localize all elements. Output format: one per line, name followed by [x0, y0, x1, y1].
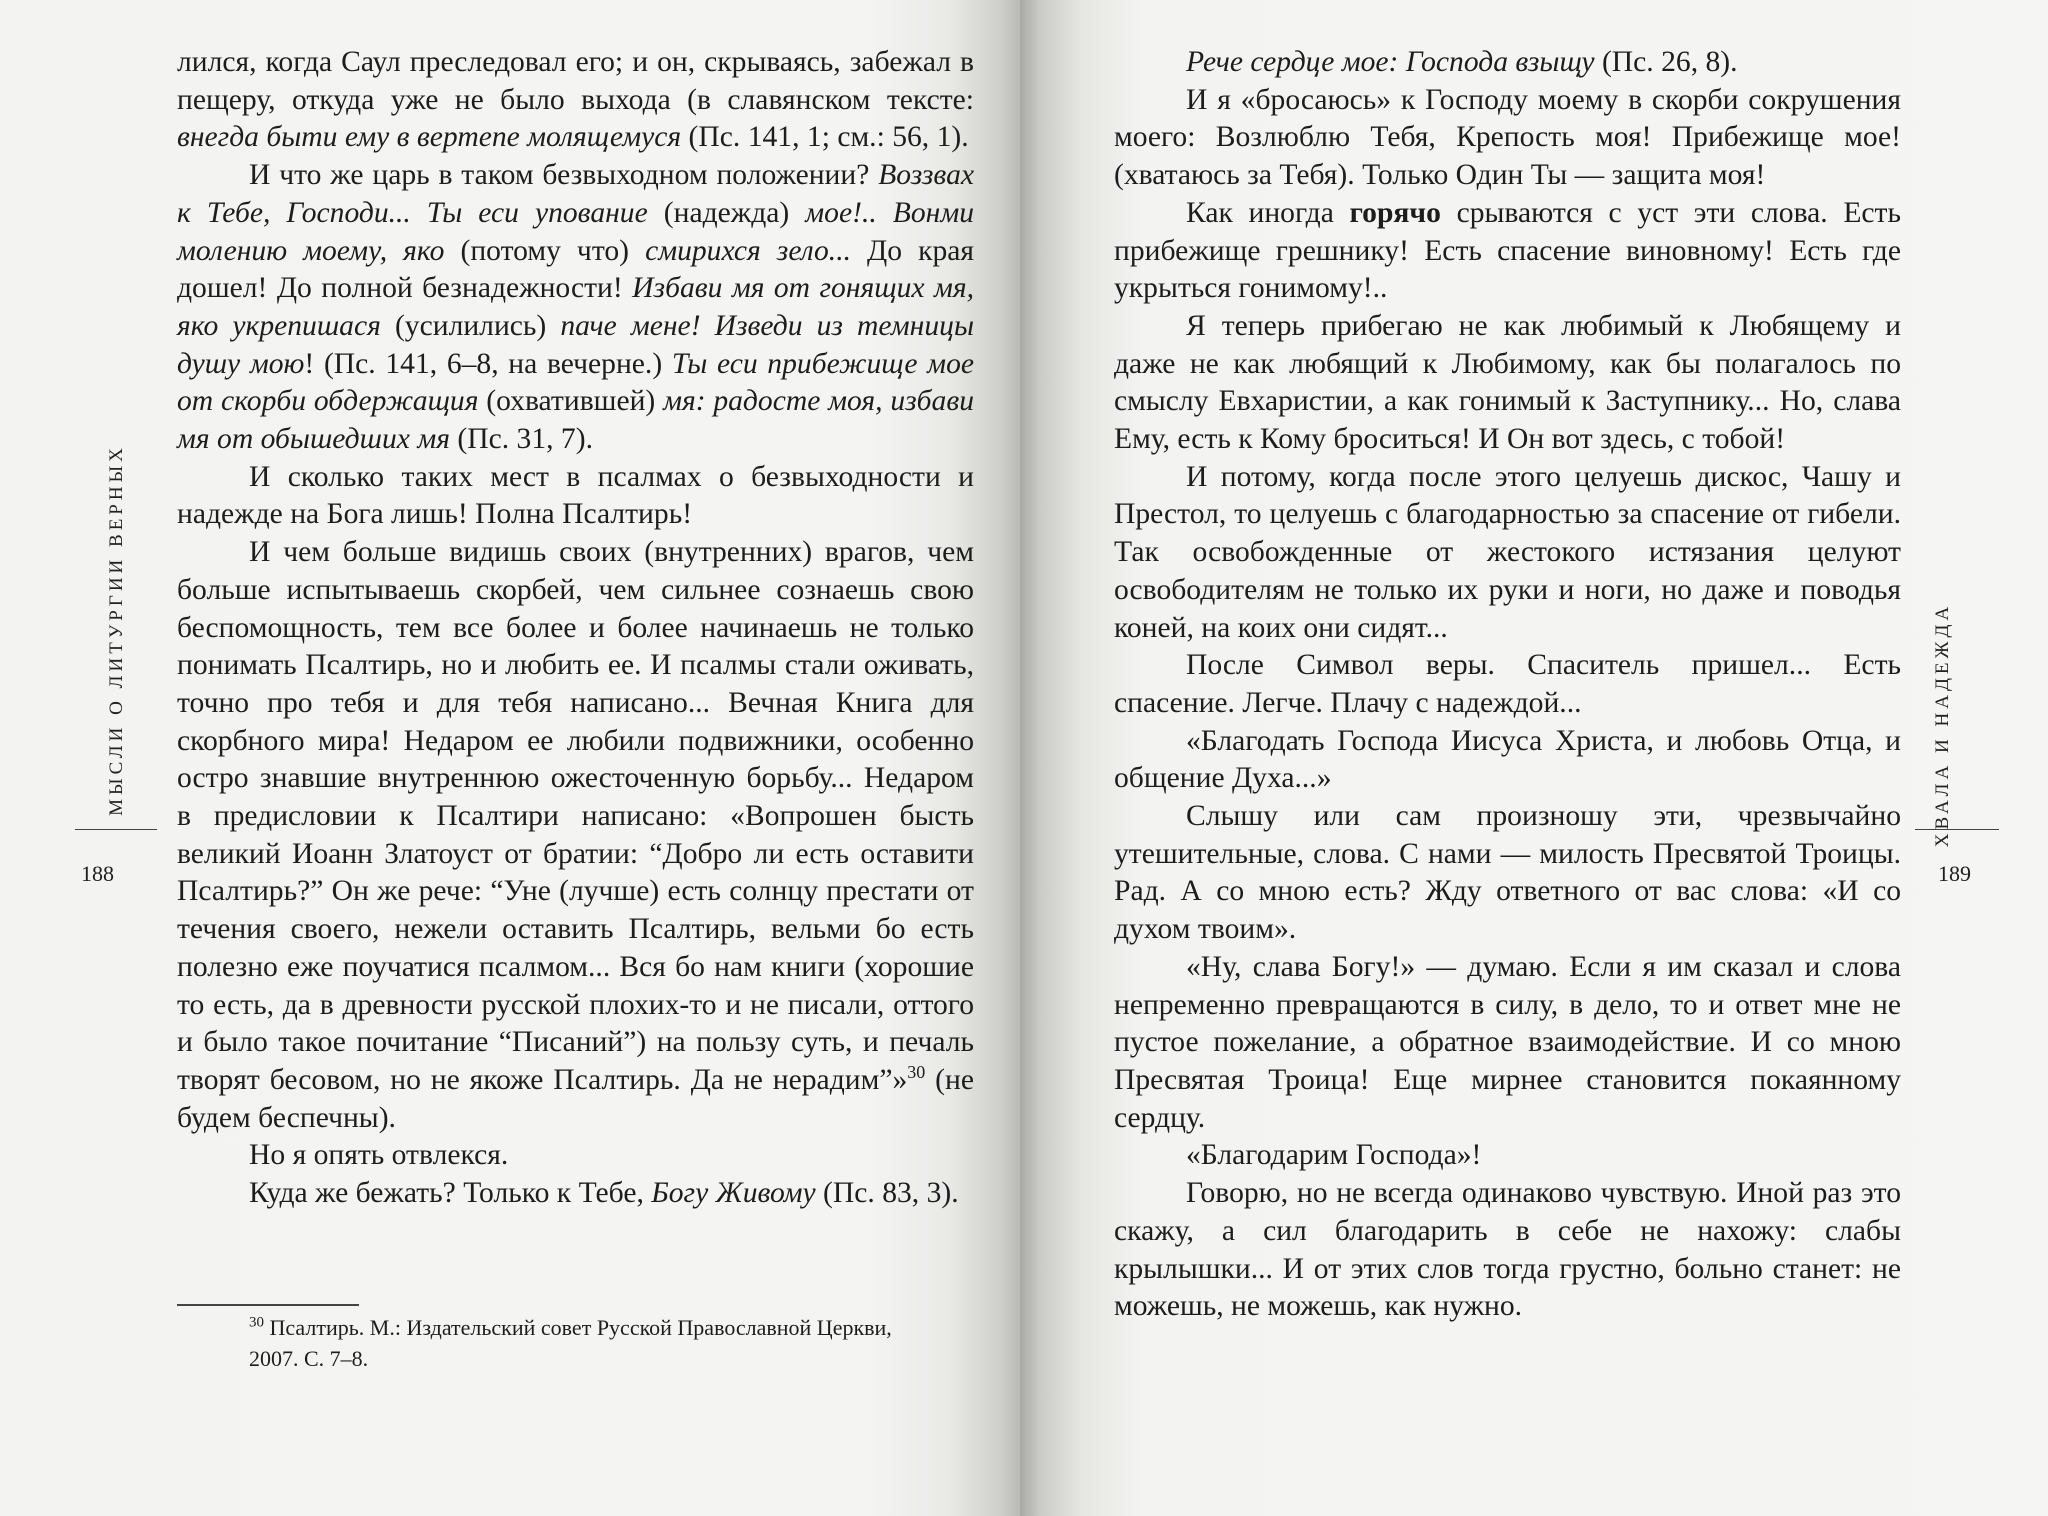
paragraph: Я теперь прибегаю не как любимый к Любящему и даже не как любящий к Любимому, как бы полагалось по смыслу Евхаристии, а как гонимый к Заступнику... Но, слава Ему, есть к Кому броситься! И Он вот здесь, с тобой! — [1114, 309, 1901, 456]
paragraph: «Благодать Господа Иисуса Христа, и любовь Отца, и общение Духа...» — [1114, 724, 1901, 795]
footnote: $^{30}$ Псалтирь. М.: Издательский совет Русской Православной Церкви, — [249, 1314, 892, 1340]
paragraph: Как иногда горячо срываются с уст эти слова. Есть прибежище грешнику! Есть спасение виновному! Есть где укрыться гонимому!.. — [1114, 196, 1901, 305]
paragraph: Но я опять отвлекся. — [249, 1139, 509, 1172]
page-number-right: 189 — [1938, 861, 1971, 886]
paragraph: «Благодарим Господа»! — [1186, 1139, 1482, 1172]
footnote-continuation: 2007. С. 7–8. — [249, 1346, 369, 1371]
paragraph: И чем больше видишь своих (внутренних) врагов, чем больше испытываешь скорбей, чем сильнее сознаешь свою беспомощность, тем все более и более начинаешь не только понимать Псалтирь, но и любить ее. И псалмы стали оживать, точно про тебя и для тебя написано... Вечная Книга для скорбного мира! Недаром ее любили подвижники, особенно остро знавшие внутреннюю ожесточенную борьбу... Недаром в предисловии к Псалтири написано: «Вопрошен бысть великий Иоанн Златоуст от братии: “Добро ли есть оставити Псалтирь?” Он же рече: “Уне (лучше) есть солнцу престати от течения своего, нежели оставить Псалтирь, вельми бо есть полезно еже поучатися псалмом... Вся бо нам книги (хорошие то есть, да в древности русской плохих-то и не писали, оттого и было такое почитание “Писаний”) на пользу суть, и печаль творят бесовом, но не якоже Псалтирь. Да не нерадим”»$^{30}$ (не будем беспечны). — [177, 536, 974, 1134]
paragraph: Куда же бежать? Только к Тебе, Богу Живому (Пс. 83, 3). — [249, 1177, 959, 1210]
right-page — [1020, 0, 2048, 1516]
paragraph: Говорю, но не всегда одинаково чувствую. Иной раз это скажу, а сил благодарить в себе не нахожу: слабы крылышки... И от этих слов тогда грустно, больно станет: не можешь, не можешь, как нужно. — [1114, 1177, 1901, 1323]
right-body-text — [1114, 44, 1901, 1326]
paragraph: лился, когда Саул преследовал его; и он, скрываясь, забежал в пещеру, откуда уже не было выхода (в славянском тексте: внегда быти ему в вертепе молящемуся (Пс. 141, 1; см.: 56, 1). — [177, 46, 974, 154]
paragraph: Слышу или сам произношу эти, чрезвычайно утешительные, слова. С нами — милость Пресвятой Троицы. Рад. А со мною есть? Жду ответного от вас слова: «И со духом твоим». — [1114, 800, 1901, 946]
footnote-ref: 30 — [907, 1062, 926, 1083]
running-head-right: ХВАЛА И НАДЕЖДА — [1932, 602, 1953, 848]
paragraph: Рече сердце мое: Господа взыщу (Пс. 26, 8). — [1186, 46, 1738, 78]
paragraph: После Символ веры. Спаситель пришел... Есть спасение. Легче. Плачу с надеждой... — [1114, 649, 1901, 719]
paragraph: «Ну, слава Богу!» — думаю. Если я им сказал и слова непременно превращаются в силу, в дело, то и ответ мне не пустое пожелание, а обратное взаимодействие. И со мною Пресвятая Троица! Еще мирнее становится покаянному сердцу. — [1114, 950, 1901, 1134]
margin-rule-left — [75, 829, 157, 830]
left-body-text — [177, 44, 974, 1213]
left-page — [0, 0, 1020, 1516]
paragraph: И что же царь в таком безвыходном положении? Воззвах к Тебе, Господи... Ты еси упование (надежда) мое!.. Вонми молению моему, яко (потому что) смирихся зело... До края дошел! До полной безнадежности! Избави мя от гонящих мя, яко укрепишася (усилились) паче мене! Изведи из темницы душу мою! (Пс. 141, 6–8, на вечерне.) Ты еси прибежище мое от скорби обдержащия (охватившей) мя: радосте моя, избави мя от обышедших мя (Пс. 31, 7). — [177, 159, 975, 456]
running-head-left: МЫСЛИ О ЛИТУРГИИ ВЕРНЫХ — [106, 444, 127, 816]
paragraph: И потому, когда после этого целуешь дискос, Чашу и Престол, то целуешь с благодарностью за спасение от гибели. Так освобожденные от жестокого истязания целуют освободителям не только их руки и ноги, но даже и поводья коней, на коих они сидят... — [1114, 460, 1901, 644]
paragraph: И сколько таких мест в псалмах о безвыходности и надежде на Бога лишь! Полна Псалтирь! — [177, 460, 974, 531]
margin-rule-right — [1915, 829, 1999, 830]
footnote-divider — [177, 1304, 359, 1306]
paragraph: И я «бросаюсь» к Господу моему в скорби сокрушения моего: Возлюблю Тебя, Крепость моя! Прибежище мое! (хватаюсь за Тебя). Только Один Ты — защита моя! — [1114, 83, 1901, 192]
page-number-left: 188 — [81, 861, 114, 886]
